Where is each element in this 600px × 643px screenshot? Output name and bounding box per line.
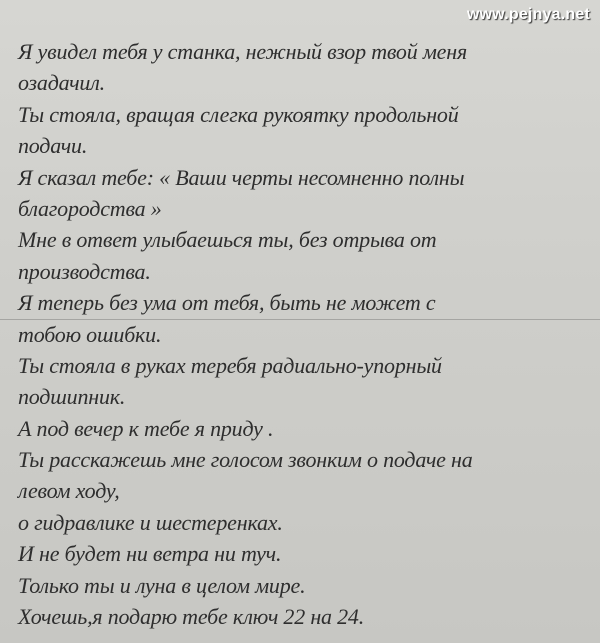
poem-line: тобою ошибки. [18, 321, 162, 347]
poem-line: Ты стояла, вращая слегка рукоятку продольной [18, 101, 459, 127]
poem-line: Ты стояла в руках теребя радиально-упорный [18, 352, 442, 378]
poem-text [18, 36, 593, 632]
poem-line: о гидравлике и шестеренках. [18, 509, 283, 535]
poem-line: озадачил. [18, 70, 105, 96]
poem-line: производства. [18, 258, 151, 284]
poem-line: подшипник. [18, 384, 126, 410]
poem-line: Ты расскажешь мне голосом звонким о подаче на [18, 447, 473, 473]
poem-line: Я теперь без ума от тебя, быть не может с [18, 290, 436, 316]
poem-line: А под вечер к тебе я приду . [18, 415, 274, 441]
poem-line: благородства » [18, 195, 162, 221]
poem-line: Я увидел тебя у станка, нежный взор твой меня [18, 39, 467, 64]
poem-line: Я сказал тебе: « Ваши черты несомненно полны [18, 164, 465, 190]
poem-line: Хочешь,я подарю тебе ключ 22 на 24. [18, 604, 365, 630]
poem-line: И не будет ни ветра ни туч. [18, 541, 282, 567]
poem-line: левом ходу, [18, 478, 120, 504]
poem-line: подачи. [18, 133, 88, 159]
poem-line: Только ты и луна в целом мире. [18, 572, 306, 598]
poem-line: Мне в ответ улыбаешься ты, без отрыва от [18, 227, 437, 253]
site-watermark: www.pejnya.net [466, 6, 590, 23]
